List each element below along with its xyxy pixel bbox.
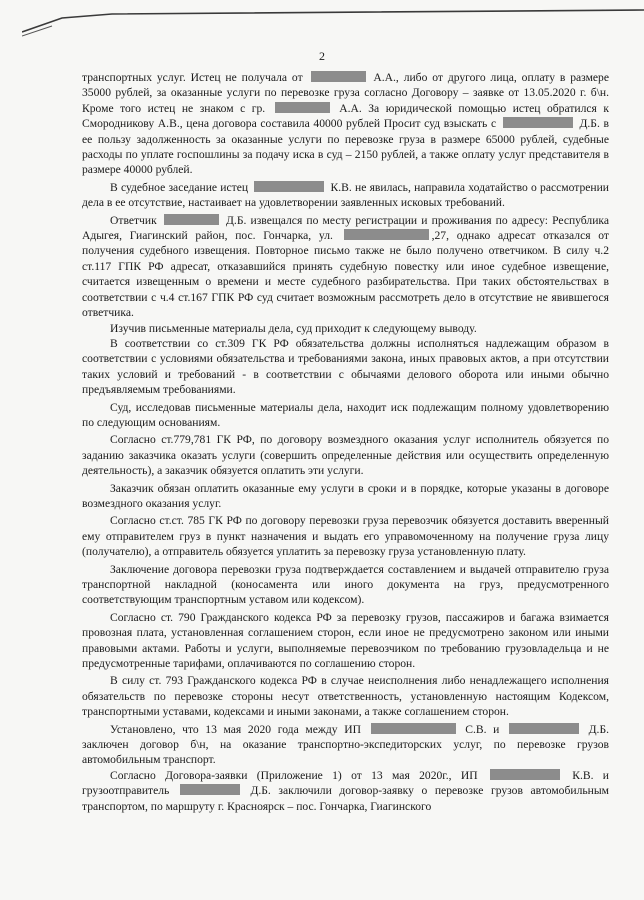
paragraph-text: транспортных услуг. Истец не получала от [82, 71, 308, 84]
paragraph-p14 [82, 768, 609, 814]
redacted-name-block [490, 769, 560, 780]
paragraph-p3 [82, 213, 609, 321]
paragraph-p5 [82, 336, 609, 398]
paragraph-text: В судебное заседание истец [110, 180, 252, 194]
paragraph-text: Д.Б. заключен договор б\н, на оказание транспортно-экспедиторских услуг, по перевозке грузов автомобильным транспорт. [82, 722, 610, 767]
paragraph-text: Суд, исследовав письменные материалы дела, находит иск подлежащим полному удовлетворению по следующим основаниям. [82, 400, 609, 429]
paragraph-p9 [82, 513, 609, 559]
paragraph-text: Согласно Договора-заявки (Приложение 1) от 13 мая 2020г., ИП [110, 768, 487, 782]
redacted-name-block [254, 181, 324, 192]
paragraph-text: Согласно ст.779,781 ГК РФ, по договору возмездного оказания услуг исполнитель обязуется по заданию заказчика оказать услуги (совершить определенные действия или осуществить определенную деятельность), а заказчик обязуется оплатить эти услуги. [82, 433, 609, 478]
paragraph-text: Д.Б. извещался по месту регистрации и проживания по адресу: Республика Адыгея, Гиагинский район, пос. Гончарка, ул. [82, 213, 610, 243]
paragraph-text: Согласно ст.ст. 785 ГК РФ по договору перевозки груза перевозчик обязуется доставить вверенный ему отправителем груз в пункт назначения и выдать его управомоченному на получение груза лицу (получателю), а отправитель обязуется уплатить за перевозку груза установленную плату. [82, 514, 609, 559]
paragraph-text: С.В. и [458, 722, 506, 736]
paragraph-p13 [82, 722, 609, 768]
document-body [82, 70, 609, 814]
redacted-name-block [180, 784, 240, 795]
redacted-name-block [371, 723, 456, 734]
paragraph-p8 [82, 481, 609, 512]
paragraph-text: Согласно ст. 790 Гражданского кодекса РФ за перевозку грузов, пассажиров и багажа взимается провозная плата, установленная соглашением сторон, если иное не предусмотрено законом или иными правовыми актами. Работы и услуги, выполняемые перевозчиком по требованию грузовладельца и не предусмотренные тарифами, оплачиваются по соглашению сторон. [82, 610, 609, 671]
paragraph-text: Ответчик [110, 213, 161, 227]
paragraph-p1 [82, 70, 609, 178]
paragraph-p4 [82, 321, 609, 336]
paragraph-text: А.А., либо от другого лица, оплату в размере 35000 рублей, за оказанные услуги по перевозке груза согласно Договору – заявке от 13.05.2020 г. б\н. Кроме того истец не знаком с гр. [82, 71, 609, 115]
paragraph-p2 [82, 180, 609, 211]
paragraph-text: Д.Б. в ее пользу задолженность за оказанные услуги по перевозке груза в размере 65000 рублей, судебные расходы по уплате госпошлины за подачу иска в суд – 2150 рублей, а также оплату услуг представителя в размере 40000 рублей. [82, 117, 609, 177]
paragraph-text: К.В. не явилась, направила ходатайство о рассмотрении дела в ее отсутствие, настаивает на удовлетворении заявленных исковых требований. [82, 180, 609, 210]
paragraph-p11 [82, 610, 609, 672]
redacted-name-block [164, 214, 219, 225]
redacted-name-block [509, 723, 579, 734]
paragraph-text: Заказчик обязан оплатить оказанные ему услуги в сроки и в порядке, которые указаны в договоре возмездного оказания услуг. [82, 481, 609, 510]
paragraph-p12 [82, 673, 609, 719]
paragraph-text: Д.Б. заключили договор-заявку о перевозке грузов автомобильным транспортом, по маршруту г. Красноярск – пос. Гончарка, Гиагинского [82, 784, 609, 813]
paragraph-text: ,27, однако адресат отказался от получения судебного извещения. Повторное письмо также не было получено ответчиком. В силу ч.2 ст.117 ГПК РФ адресат, отказавшийся принять судебную повестку или иное судебное извещение, считается извещенным о времени и месте судебного разбирательства. При таких обстоятельствах в соответствии с ч.4 ст.167 ГПК РФ суд считает возможным рассмотреть дело в отсутствие не явившегося ответчика. [82, 229, 609, 320]
paragraph-p7 [82, 432, 609, 478]
paragraph-text: В силу ст. 793 Гражданского кодекса РФ в случае неисполнения либо ненадлежащего исполнения обязательств по перевозке стороны несут ответственность, установленную настоящим Кодексом, транспортными уставами, кодексами и иными законами, а также соглашением сторон. [82, 674, 609, 719]
redacted-name-block [311, 71, 366, 82]
paragraph-text: В соответствии со ст.309 ГК РФ обязательства должны исполняться надлежащим образом в соответствии с условиями обязательства и требованиями закона, иных правовых актов, а при отсутствии таких условий и требований - в соответствии с обычаями делового оборота или иными обычно предъявляемым требованиями. [82, 336, 609, 397]
redacted-name-block [503, 117, 573, 128]
redacted-name-block [344, 229, 429, 240]
redacted-name-block [275, 102, 330, 113]
paragraph-text: Заключение договора перевозки груза подтверждается составлением и выдачей отправителю груза транспортной накладной (коносамента или иного документа на груз, предусмотренного соответствующим транспортным уставом или кодексом). [82, 562, 609, 607]
paragraph-p6 [82, 400, 609, 431]
paragraph-p10 [82, 562, 609, 608]
paragraph-text: К.В. и грузоотправитель [82, 768, 610, 798]
page-number: 2 [319, 49, 325, 63]
paragraph-text: Установлено, что 13 мая 2020 года между ИП [110, 722, 368, 736]
paragraph-text: А.А. За юридической помощью истец обратился к Смородникову А.В., цена договора составила 40000 рублей Просит суд взыскать с [82, 101, 609, 131]
paragraph-text: Изучив письменные материалы дела, суд приходит к следующему выводу. [110, 321, 477, 335]
